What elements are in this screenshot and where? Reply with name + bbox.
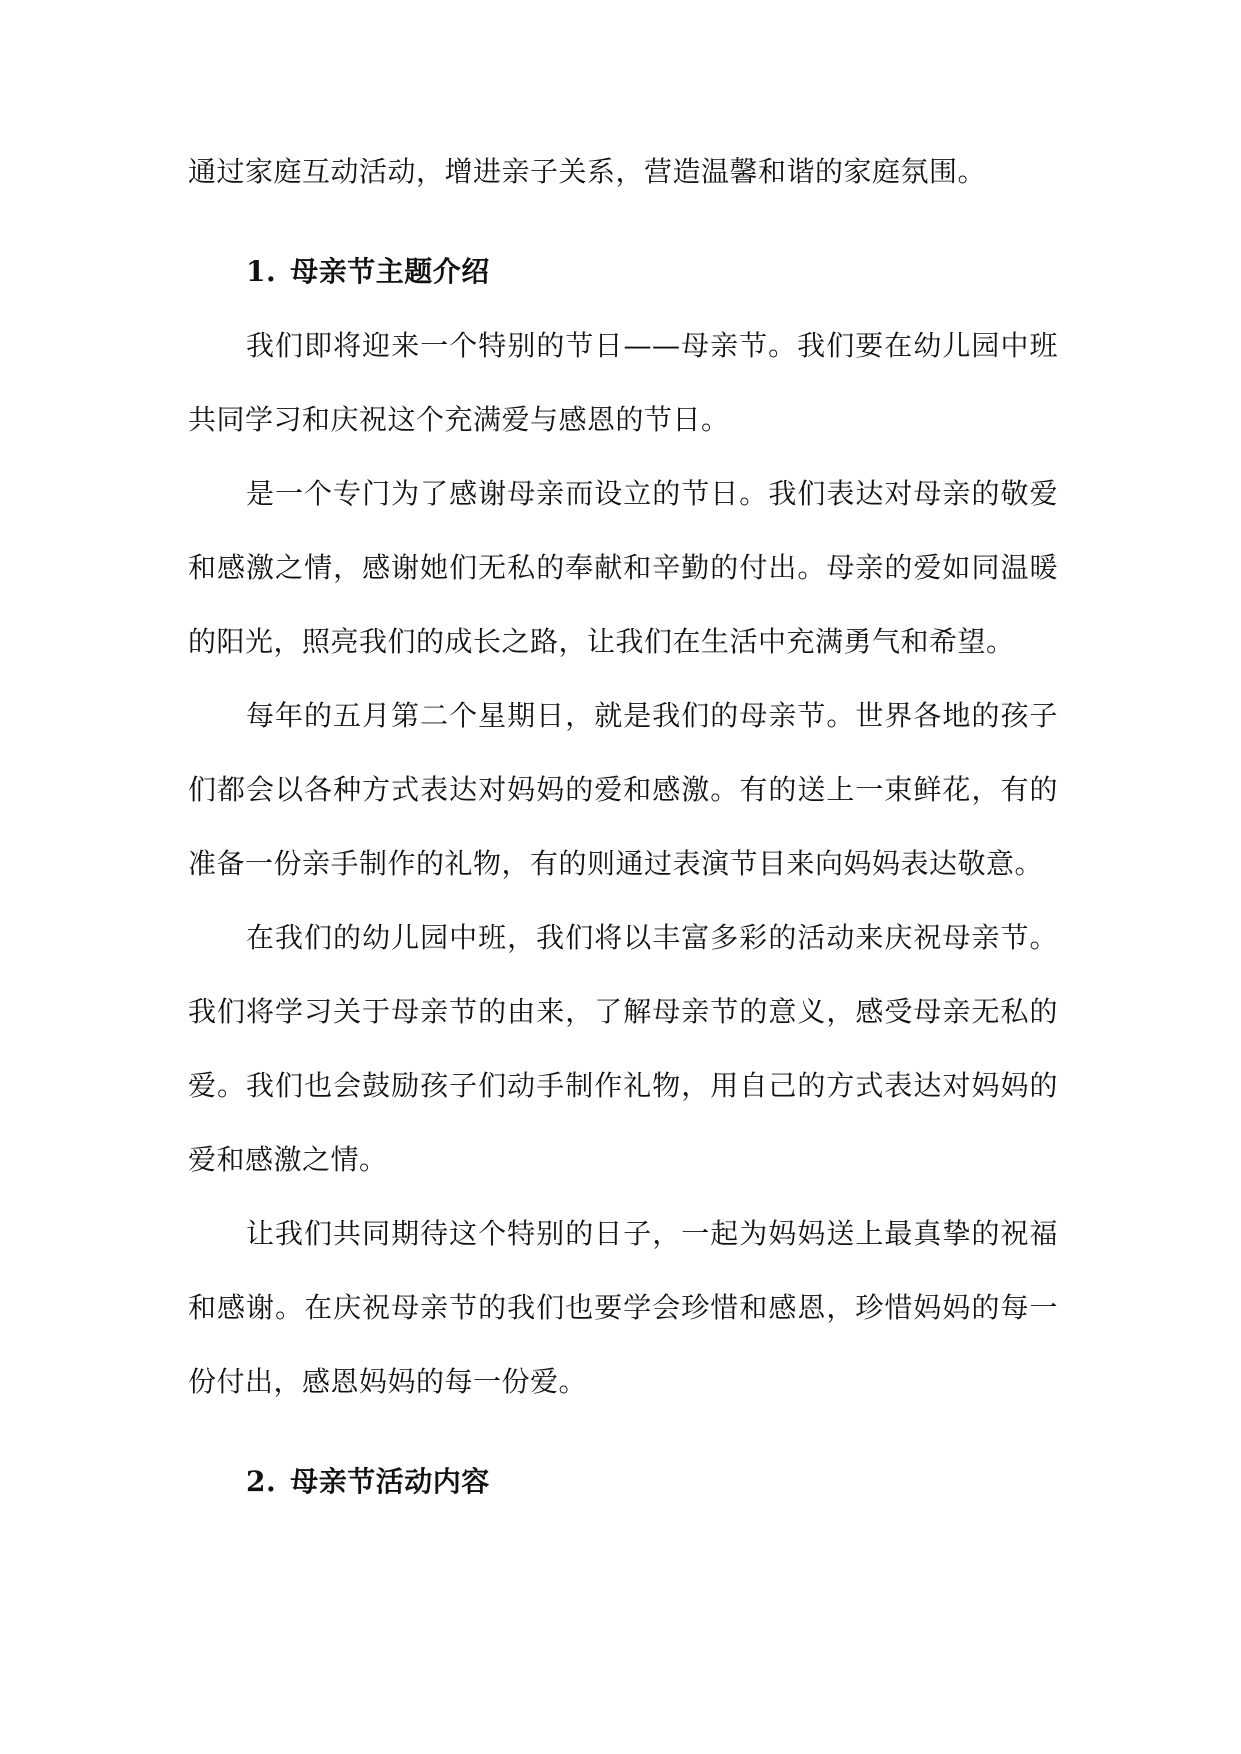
section-heading-1 [188,235,1058,309]
section-number-2: 2. [246,1465,277,1498]
section-title-2: 母亲节活动内容 [290,1465,490,1498]
intro-paragraph: 通过家庭互动活动，增进亲子关系，营造温馨和谐的家庭氛围。 [188,155,987,188]
document-body [188,135,1058,1519]
section-title-1: 母亲节主题介绍 [290,255,490,288]
section1-paragraph-2: 是一个专门为了感谢母亲而设立的节日。我们表达对母亲的敬爱和感激之情，感谢她们无私的奉献和辛勤的付出。母亲的爱如同温暖的阳光，照亮我们的成长之路，让我们在生活中充满勇气和希望。 [188,477,1058,658]
section1-paragraph-4: 在我们的幼儿园中班，我们将以丰富多彩的活动来庆祝母亲节。我们将学习关于母亲节的由来，了解母亲节的意义，感受母亲无私的爱。我们也会鼓励孩子们动手制作礼物，用自己的方式表达对妈妈的爱和感激之情。 [188,921,1058,1176]
section-heading-2 [188,1445,1058,1519]
section1-paragraph-3: 每年的五月第二个星期日，就是我们的母亲节。世界各地的孩子们都会以各种方式表达对妈妈的爱和感激。有的送上一束鲜花，有的准备一份亲手制作的礼物，有的则通过表演节目来向妈妈表达敬意。 [188,699,1058,880]
section1-paragraph-5: 让我们共同期待这个特别的日子，一起为妈妈送上最真挚的祝福和感谢。在庆祝母亲节的我们也要学会珍惜和感恩，珍惜妈妈的每一份付出，感恩妈妈的每一份爱。 [188,1217,1058,1398]
section1-paragraph-1: 我们即将迎来一个特别的节日——母亲节。我们要在幼儿园中班共同学习和庆祝这个充满爱与感恩的节日。 [188,329,1058,436]
section-number-1: 1. [246,255,277,288]
